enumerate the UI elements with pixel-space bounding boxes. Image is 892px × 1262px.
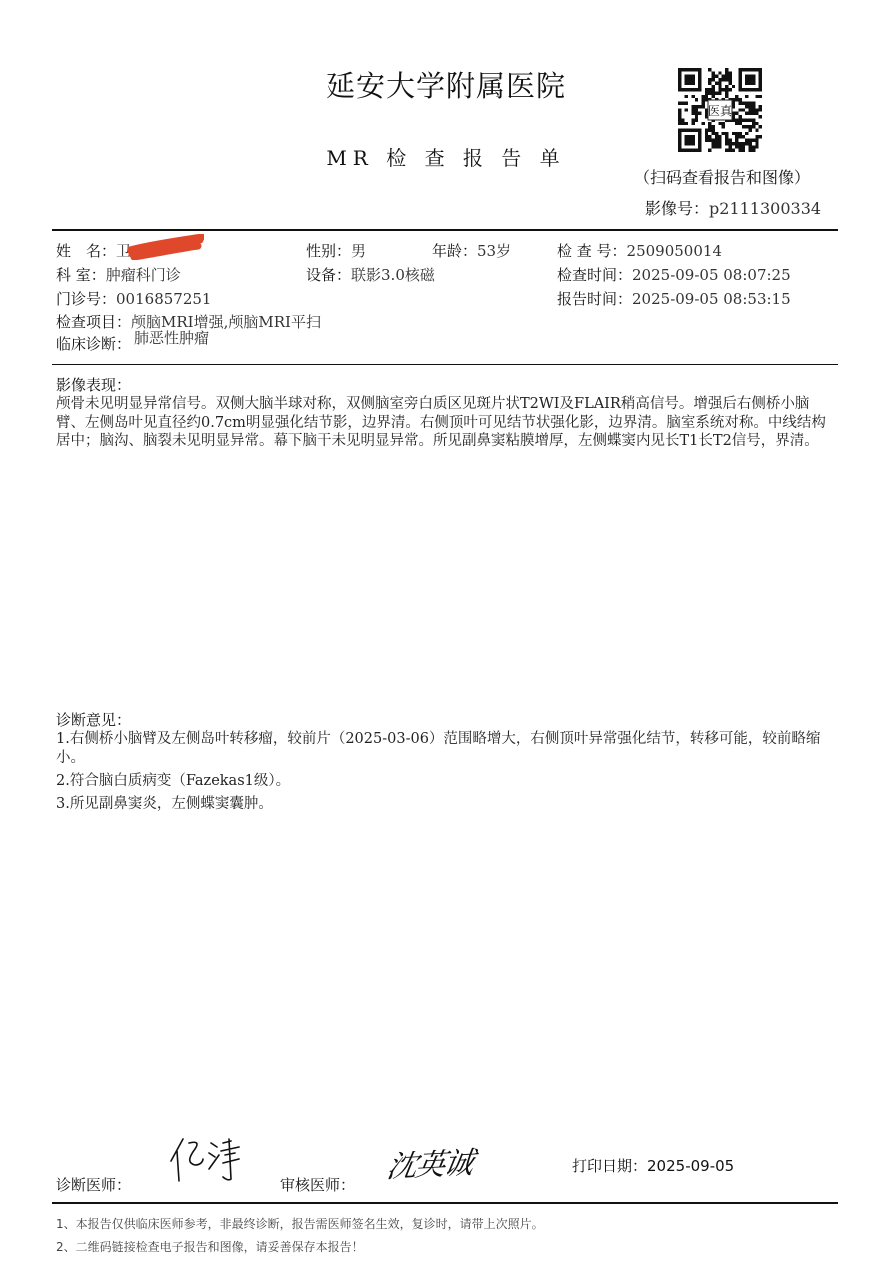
print-date [572, 1155, 734, 1176]
name-label: 姓 名： [56, 242, 117, 260]
impression-item: 3.所见副鼻窦炎，左侧蝶窦囊肿。 [56, 796, 273, 812]
report-title: MR 检 查 报 告 单 [326, 146, 566, 170]
diagnosing-doctor-label: 诊断医师： [56, 1176, 132, 1194]
footnote: 2、二维码链接检查电子报告和图像，请妥善保存本报告！ [56, 1240, 364, 1254]
svg-text:医真: 医真 [707, 104, 733, 119]
divider [52, 229, 838, 231]
gender [306, 240, 366, 261]
clinical-diagnosis-label: 临床诊断： [56, 335, 132, 353]
clinical-diagnosis-value: 肺恶性肿瘤 [134, 329, 210, 347]
exam-time [557, 264, 791, 285]
impression-heading: 诊断意见： [56, 711, 132, 729]
findings-text: 颅骨未见明显异常信号。双侧大脑半球对称，双侧脑室旁白质区见斑片状T2WI及FLAIR稍高信号。增强后右侧桥小脑臂、左侧岛叶见直径约0.7cm明显强化结节影，边界清。右侧顶叶可见结节状强化影，边界清。脑室系统对称。中线结构居中；脑沟、脑裂未见明显异常。幕下脑干未见明显异常。所见副鼻窦粘膜增厚，左侧蝶窦内见长T1长T2信号，界清。 [56, 396, 826, 449]
divider [52, 1202, 838, 1204]
exam-number [557, 240, 722, 261]
divider [52, 364, 838, 365]
hospital-name: 延安大学附属医院 [325, 69, 566, 103]
print-date-value: 2025-09-05 [647, 1157, 735, 1175]
exam-number-value: 2509050014 [626, 242, 722, 260]
clinic-number-label: 门诊号： [56, 290, 117, 308]
age-value: 53岁 [477, 242, 512, 260]
exam-item-label: 检查项目： [56, 313, 132, 331]
image-number-label: 影像号： [645, 199, 710, 218]
report-time [557, 288, 791, 309]
exam-number-label: 检 查 号： [557, 242, 627, 260]
exam-time-label: 检查时间： [557, 266, 633, 284]
exam-time-value: 2025-09-05 08:07:25 [632, 266, 791, 284]
clinic-number-value: 0016857251 [116, 290, 212, 308]
clinic-number [56, 288, 211, 309]
department [56, 264, 181, 285]
image-number [645, 196, 821, 219]
age-label: 年龄： [432, 242, 478, 260]
report-time-label: 报告时间： [557, 290, 633, 308]
impression-item: 1.右侧桥小脑臂及左侧岛叶转移瘤，较前片（2025-03-06）范围略增大，右侧顶叶异常强化结节，转移可能，较前略缩小。 [56, 731, 821, 766]
age [432, 240, 511, 261]
qr-note: （扫码查看报告和图像） [634, 168, 811, 187]
patient-name [56, 240, 131, 261]
qr-code-icon[interactable] [678, 68, 762, 152]
gender-label: 性别： [306, 242, 352, 260]
device [306, 264, 435, 285]
print-date-label: 打印日期： [572, 1157, 648, 1175]
gender-value: 男 [351, 242, 367, 260]
reviewing-doctor-signature: 沈英诚 [384, 1145, 475, 1186]
exam-item-value: 颅脑MRI增强,颅脑MRI平扫 [131, 313, 321, 331]
clinical-diagnosis [56, 329, 210, 354]
department-value: 肿瘤科门诊 [105, 266, 181, 284]
diagnosing-doctor-signature [165, 1135, 245, 1185]
report-time-value: 2025-09-05 08:53:15 [632, 290, 791, 308]
impression-item: 2.符合脑白质病变（Fazekas1级）。 [56, 773, 291, 789]
name-value: 卫 [116, 242, 132, 260]
device-value: 联影3.0核磁 [351, 266, 435, 284]
redaction-mark [128, 234, 204, 260]
department-label: 科 室： [56, 266, 106, 284]
footnote: 1、本报告仅供临床医师参考，非最终诊断，报告需医师签名生效，复诊时，请带上次照片。 [56, 1217, 544, 1231]
findings-heading: 影像表现： [56, 376, 132, 394]
image-number-value: p2111300334 [709, 199, 822, 218]
reviewing-doctor-label: 审核医师： [280, 1176, 356, 1194]
device-label: 设备： [306, 266, 352, 284]
